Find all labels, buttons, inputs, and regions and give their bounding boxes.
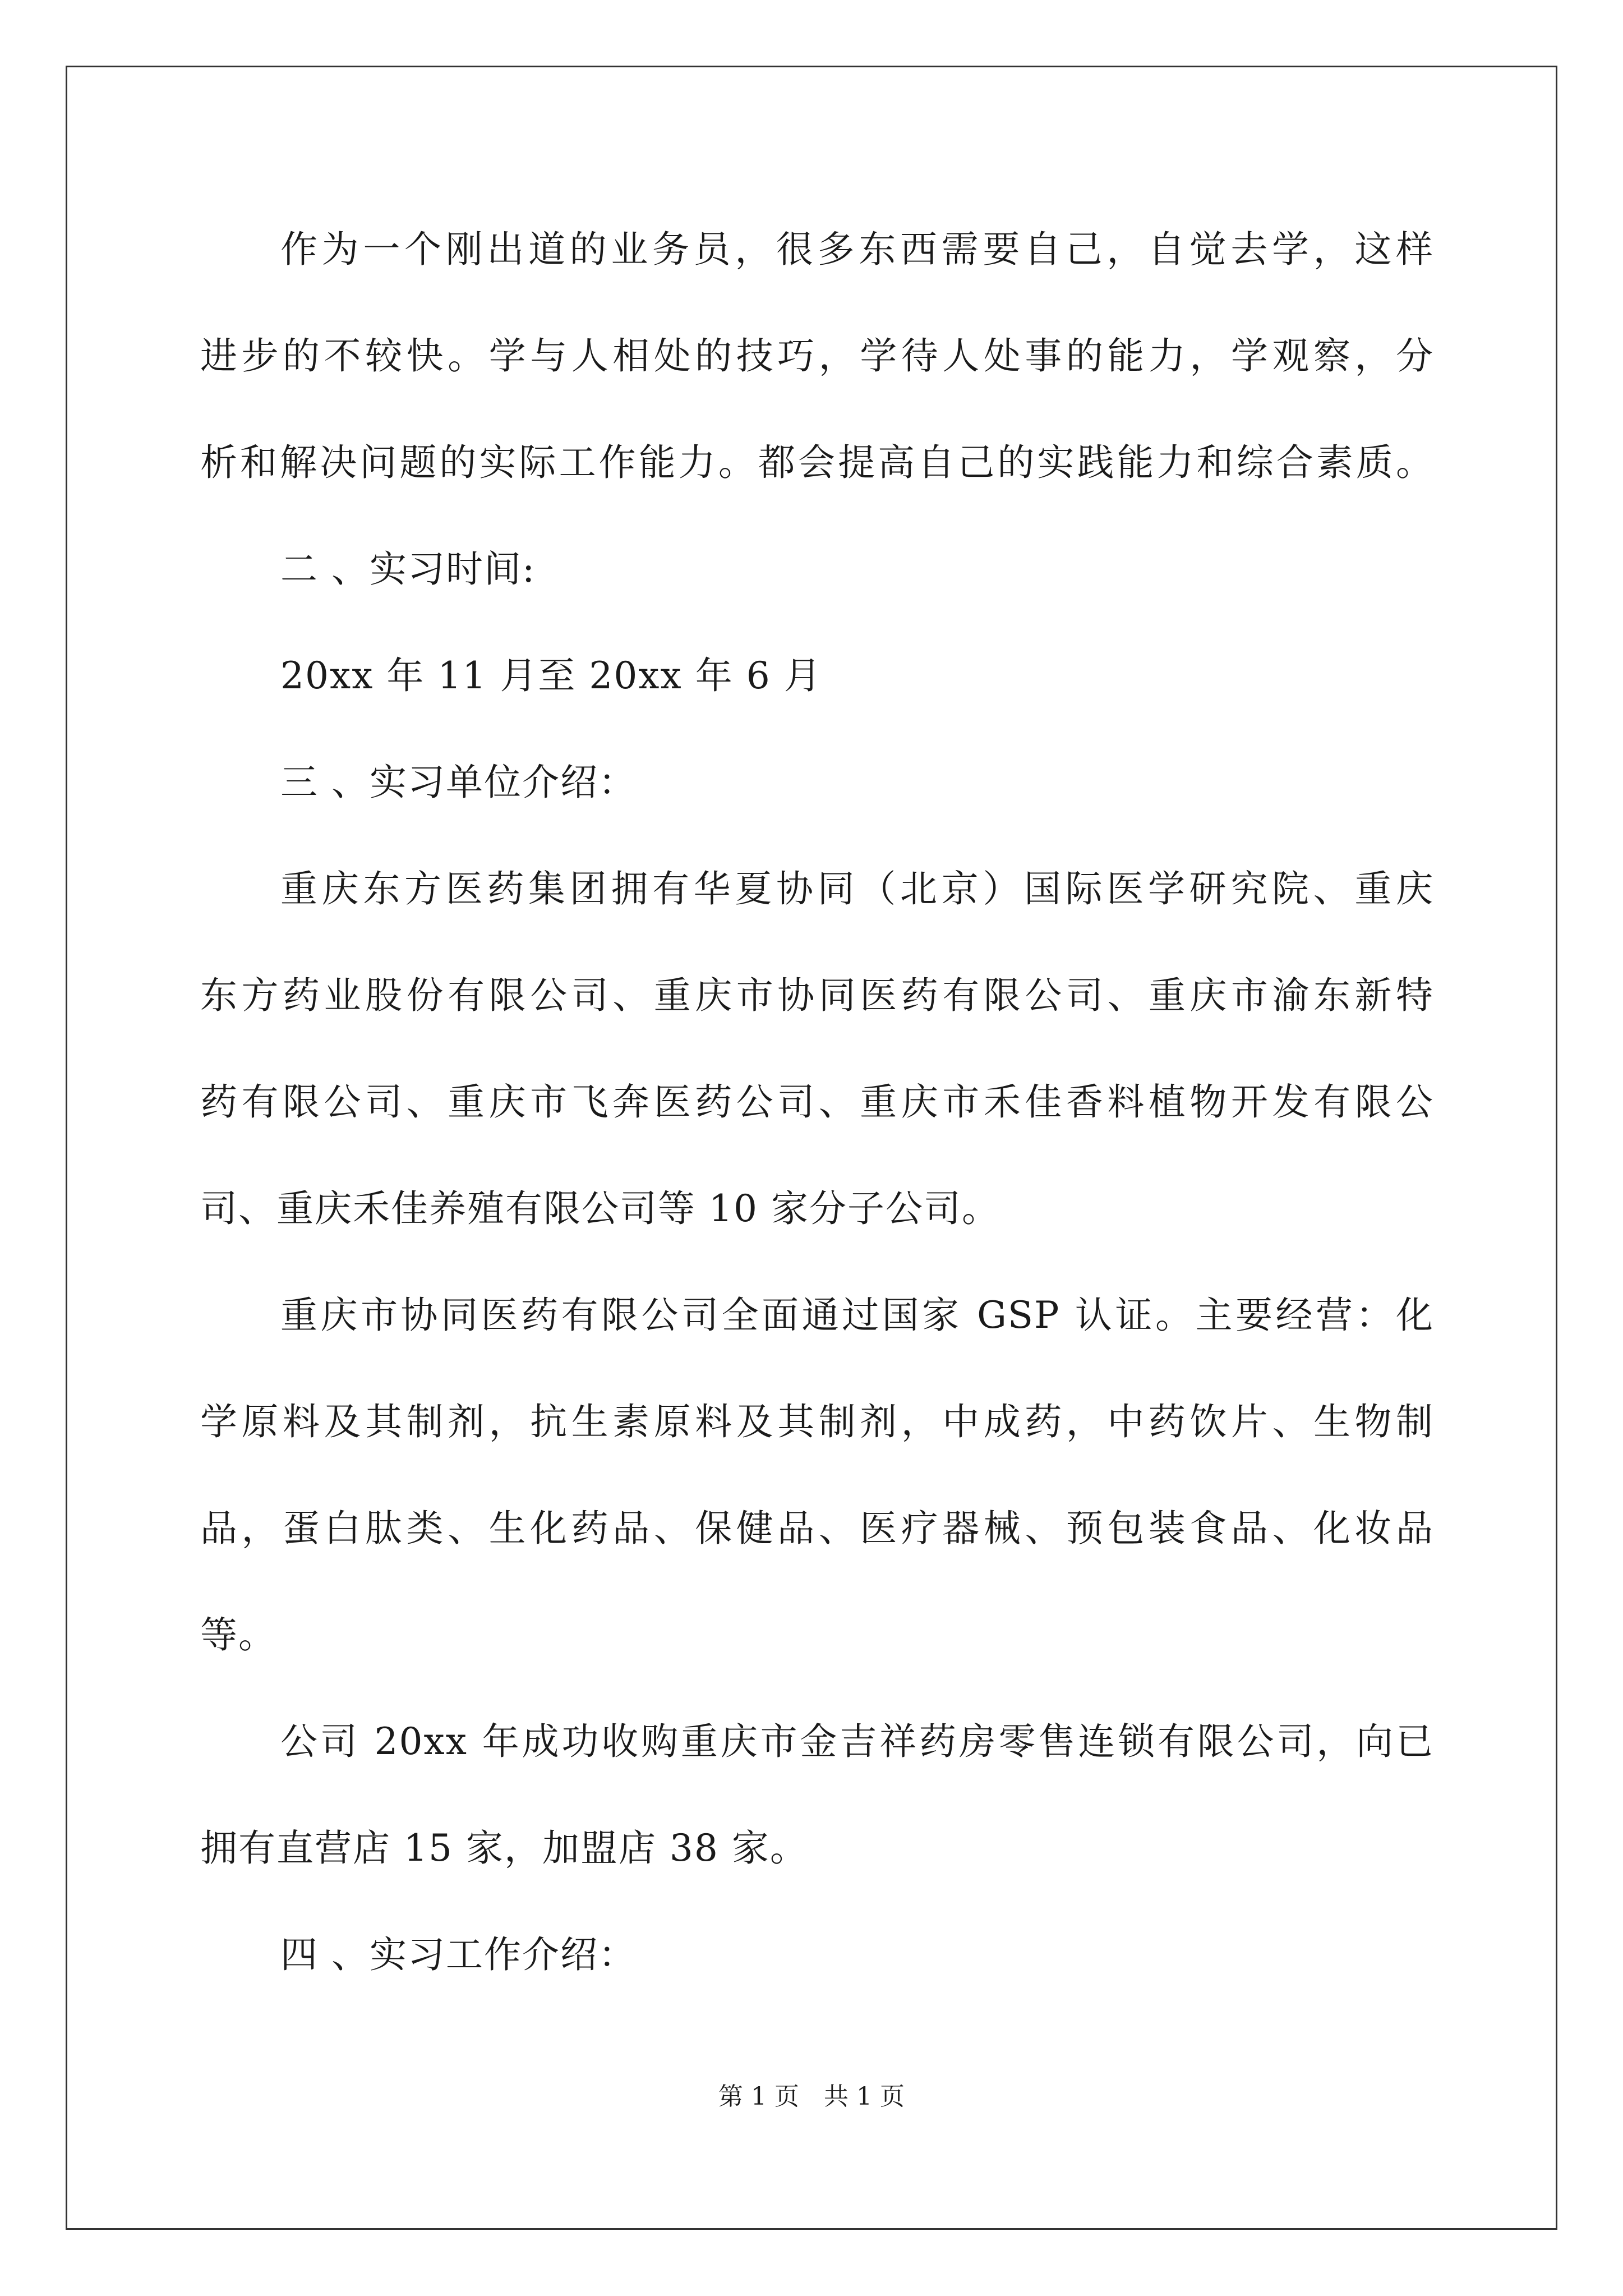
- page-border: [66, 66, 1557, 2230]
- paragraph-1-line-1: 作为一个刚出道的业务员，很多东西需要自己，自觉去学，这样: [280, 228, 1434, 271]
- page-footer: 第 1 页 共 1 页: [718, 2082, 905, 2111]
- paragraph-4-line-2: 拥有直营店 15 家，加盟店 38 家。: [200, 1826, 808, 1870]
- section-heading-company: 三 、实习单位介绍：: [280, 761, 637, 804]
- paragraph-2-line-3: 药有限公司、重庆市飞奔医药公司、重庆市禾佳香料植物开发有限公: [200, 1080, 1434, 1124]
- paragraph-2-line-1: 重庆东方医药集团拥有华夏协同（北京）国际医学研究院、重庆: [280, 867, 1434, 910]
- paragraph-2-line-2: 东方药业股份有限公司、重庆市协同医药有限公司、重庆市渝东新特: [200, 974, 1434, 1017]
- section-heading-time: 二 、实习时间:: [280, 547, 536, 591]
- paragraph-2-line-4: 司、重庆禾佳养殖有限公司等 10 家分子公司。: [200, 1187, 1000, 1230]
- paragraph-3-line-3: 品，蛋白肽类、生化药品、保健品、医疗器械、预包装食品、化妆品: [200, 1507, 1434, 1550]
- paragraph-1-line-2: 进步的不较快。学与人相处的技巧，学待人处事的能力，学观察，分: [200, 334, 1434, 378]
- paragraph-4-line-1: 公司 20xx 年成功收购重庆市金吉祥药房零售连锁有限公司，向已: [280, 1720, 1434, 1763]
- internship-period: 20xx 年 11 月至 20xx 年 6 月: [280, 654, 822, 697]
- paragraph-3-line-4: 等。: [200, 1613, 276, 1657]
- paragraph-3-line-1: 重庆市协同医药有限公司全面通过国家 GSP 认证。主要经营：化: [280, 1294, 1434, 1337]
- paragraph-3-line-2: 学原料及其制剂，抗生素原料及其制剂，中成药，中药饮片、生物制: [200, 1400, 1434, 1443]
- section-heading-work: 四 、实习工作介绍：: [280, 1933, 637, 1976]
- paragraph-1-line-3: 析和解决问题的实际工作能力。都会提高自己的实践能力和综合素质。: [200, 441, 1434, 484]
